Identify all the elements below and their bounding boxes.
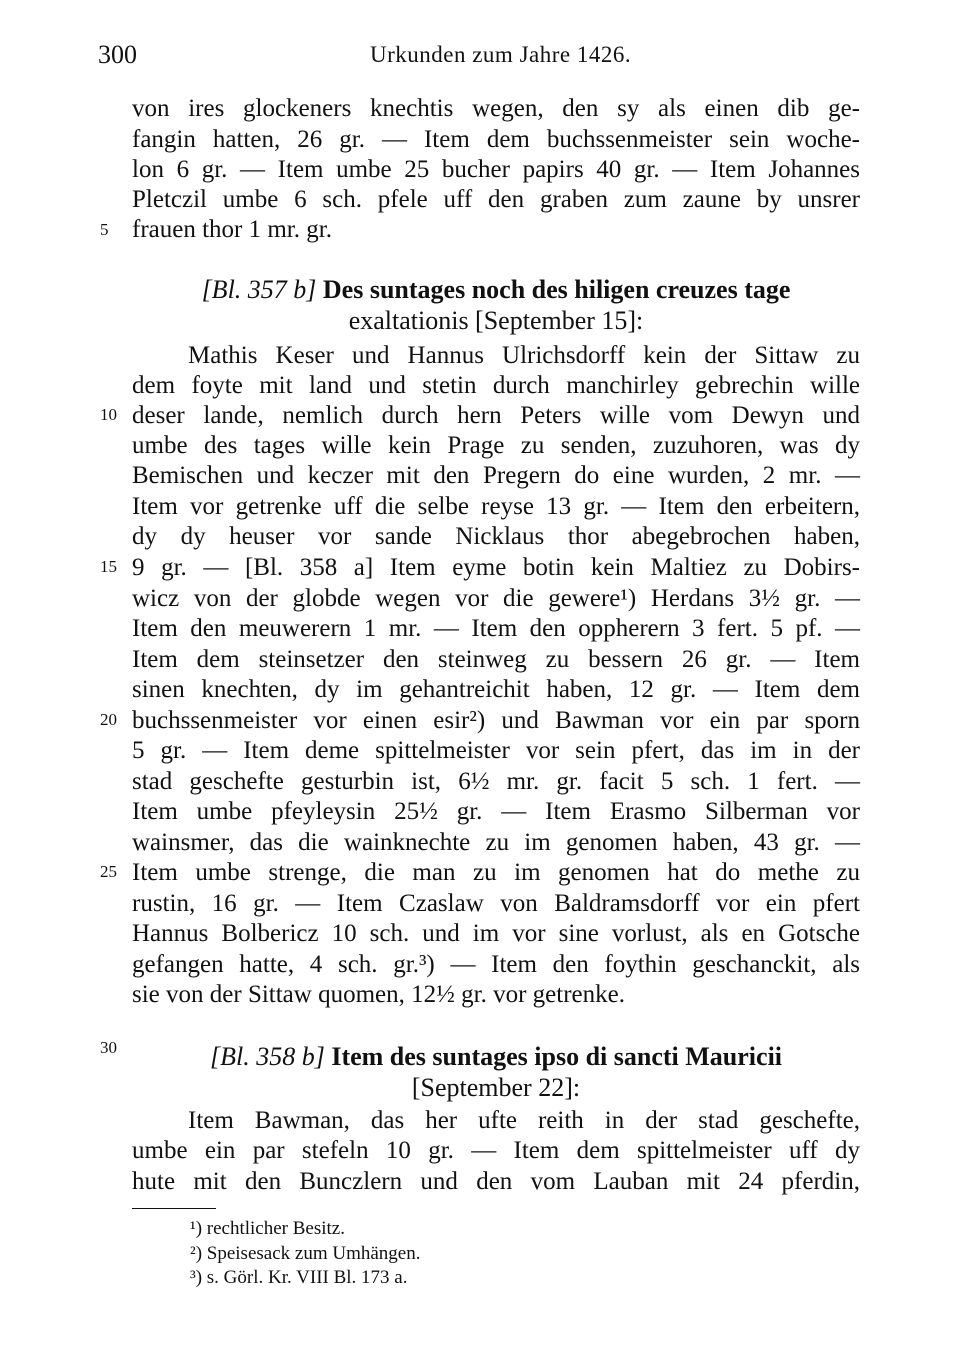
text-line: Mathis Keser und Hannus Ulrichsdorff kein der Sittaw zu xyxy=(188,342,860,369)
text-line: sinen knechten, dy im gehantreichit haben, 12 gr. — Item dem xyxy=(132,676,860,703)
text-line: umbe des tages wille kein Prage zu senden, zuzuhoren, was dy xyxy=(132,432,860,459)
text-line: sie von der Sittaw quomen, 12½ gr. vor getrenke. xyxy=(132,981,625,1008)
section-heading xyxy=(132,1042,860,1072)
text-line: deser lande, nemlich durch hern Peters wille vom Dewyn und xyxy=(132,402,860,429)
text-line: Item den meuwerern 1 mr. — Item den oppherern 3 fert. 5 pf. — xyxy=(132,615,860,642)
text-line: 9 gr. — [Bl. 358 a] Item eyme botin kein Maltiez zu Dobirs- xyxy=(132,554,860,581)
heading-text: Des suntages noch des hiligen creuzes tage xyxy=(322,275,791,304)
text-line: frauen thor 1 mr. gr. xyxy=(132,216,332,243)
line-number: 10 xyxy=(100,405,117,424)
text-line: stad geschefte gesturbin ist, 6½ mr. gr. facit 5 sch. 1 fert. — xyxy=(132,768,860,795)
text-line: dem foyte mit land und stetin durch manchirley gebrechin wille xyxy=(132,372,860,399)
text-line: Bemischen und keczer mit den Pregern do eine wurden, 2 mr. — xyxy=(132,462,860,489)
line-number: 20 xyxy=(100,710,117,729)
text-line: umbe ein par stefeln 10 gr. — Item dem spittelmeister uff dy xyxy=(132,1137,860,1164)
line-number: 25 xyxy=(100,862,117,881)
text-line: rustin, 16 gr. — Item Czaslaw von Baldramsdorff vor ein pfert xyxy=(132,890,860,917)
line-number: 30 xyxy=(100,1038,117,1057)
section-heading xyxy=(132,275,860,305)
footnote: ³) s. Görl. Kr. VIII Bl. 173 a. xyxy=(190,1267,408,1288)
text-line: Item dem steinsetzer den steinweg zu bessern 26 gr. — Item xyxy=(132,646,860,673)
line-number: 15 xyxy=(100,557,117,576)
text-line: Pletczil umbe 6 sch. pfele uff den graben zum zaune by unsrer xyxy=(132,186,860,213)
section-heading-cont: [September 22]: xyxy=(411,1073,581,1102)
text-line: wicz von der globde wegen vor die gewere¹) Herdans 3½ gr. — xyxy=(132,585,860,612)
text-line: wainsmer, das die wainknechte zu im genomen haben, 43 gr. — xyxy=(132,829,860,856)
heading-text: Item des suntages ipso di sancti Mauricii xyxy=(331,1042,783,1071)
footnote-rule xyxy=(132,1208,216,1209)
folio-reference: [Bl. 358 b] xyxy=(209,1042,325,1071)
text-line: buchssenmeister vor einen esir²) und Bawman vor ein par sporn xyxy=(132,707,860,734)
page-number: 300 xyxy=(98,40,137,69)
line-number: 5 xyxy=(100,220,109,239)
text-line: Item Bawman, das her ufte reith in der stad geschefte, xyxy=(188,1107,860,1134)
text-line: Item umbe strenge, die man zu im genomen hat do methe zu xyxy=(132,859,860,886)
text-line: lon 6 gr. — Item umbe 25 bucher papirs 40 gr. — Item Johannes xyxy=(132,156,860,183)
text-line: fangin hatten, 26 gr. — Item dem buchssenmeister sein woche- xyxy=(132,126,860,153)
footnote: ²) Speisesack zum Umhängen. xyxy=(190,1243,421,1264)
text-line: Hannus Bolbericz 10 sch. und im vor sine vorlust, als en Gotsche xyxy=(132,920,860,947)
text-line: 5 gr. — Item deme spittelmeister vor sein pfert, das im in der xyxy=(132,737,860,764)
text-line: gefangen hatte, 4 sch. gr.³) — Item den foythin geschanckit, als xyxy=(132,951,860,978)
text-line: Item umbe pfeyleysin 25½ gr. — Item Erasmo Silberman vor xyxy=(132,798,860,825)
text-line: hute mit den Bunczlern und den vom Lauban mit 24 pferdin, xyxy=(132,1168,860,1195)
text-line: dy dy heuser vor sande Nicklaus thor abegebrochen haben, xyxy=(132,523,860,550)
running-head: Urkunden zum Jahre 1426. xyxy=(370,42,632,67)
text-line: Item vor getrenke uff die selbe reyse 13 gr. — Item den erbeitern, xyxy=(132,493,860,520)
text-line: von ires glockeners knechtis wegen, den sy als einen dib ge- xyxy=(132,95,860,122)
folio-reference: [Bl. 357 b] xyxy=(201,275,317,304)
footnote: ¹) rechtlicher Besitz. xyxy=(190,1218,345,1239)
section-heading-cont: exaltationis [September 15]: xyxy=(348,306,644,335)
